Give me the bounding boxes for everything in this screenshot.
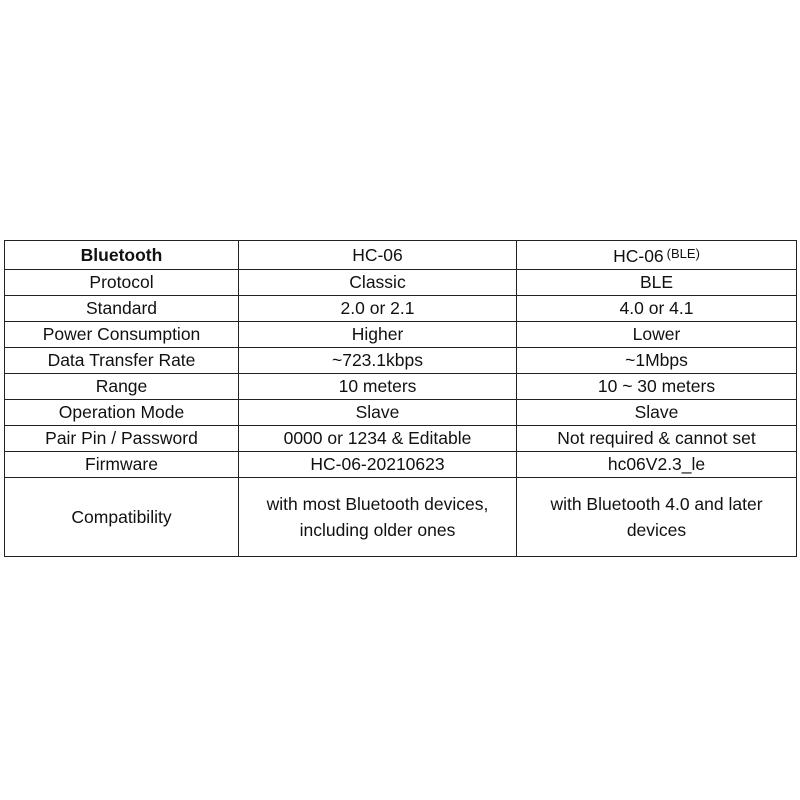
table-row (5, 374, 797, 400)
table-row (5, 296, 797, 322)
table-row (5, 452, 797, 478)
row-ble-value: 4.0 or 4.1 (517, 296, 797, 322)
row-hc06-value: 10 meters (239, 374, 517, 400)
row-label: Data Transfer Rate (5, 348, 239, 374)
row-ble-value: 10 ~ 30 meters (517, 374, 797, 400)
row-ble-value: Slave (517, 400, 797, 426)
row-hc06-value: HC-06-20210623 (239, 452, 517, 478)
row-hc06-value: 0000 or 1234 & Editable (239, 426, 517, 452)
header-hc06: HC-06 (239, 241, 517, 270)
header-ble-tag: (BLE) (666, 246, 700, 261)
table-row (5, 322, 797, 348)
row-label: Protocol (5, 270, 239, 296)
row-hc06-value: 2.0 or 2.1 (239, 296, 517, 322)
row-ble-value: BLE (517, 270, 797, 296)
row-hc06-value: Classic (239, 270, 517, 296)
row-ble-value: Lower (517, 322, 797, 348)
row-ble-value: Not required & cannot set (517, 426, 797, 452)
row-label: Firmware (5, 452, 239, 478)
header-bluetooth: Bluetooth (5, 241, 239, 270)
row-hc06-value: ~723.1kbps (239, 348, 517, 374)
table-row (5, 270, 797, 296)
row-label: Power Consumption (5, 322, 239, 348)
table-row (5, 426, 797, 452)
table-row (5, 400, 797, 426)
row-hc06-value: Higher (239, 322, 517, 348)
row-label: Pair Pin / Password (5, 426, 239, 452)
row-ble-value: with Bluetooth 4.0 and later devices (517, 478, 797, 557)
row-label: Compatibility (5, 478, 239, 557)
row-label: Range (5, 374, 239, 400)
row-hc06-value: Slave (239, 400, 517, 426)
row-label: Operation Mode (5, 400, 239, 426)
row-hc06-value: with most Bluetooth devices, including older ones (239, 478, 517, 557)
row-label: Standard (5, 296, 239, 322)
table-header-row (5, 241, 797, 270)
header-hc06-ble (517, 241, 797, 270)
comparison-table (4, 240, 797, 557)
header-hc06-ble-main: HC-06 (613, 246, 664, 266)
row-ble-value: hc06V2.3_le (517, 452, 797, 478)
table-row (5, 348, 797, 374)
row-ble-value: ~1Mbps (517, 348, 797, 374)
table-row (5, 478, 797, 557)
